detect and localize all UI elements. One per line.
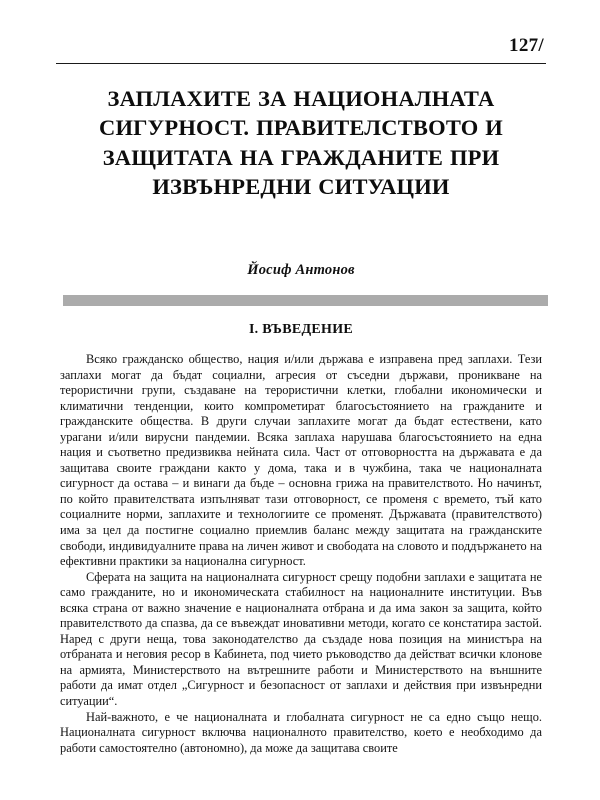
section-separator-band [63, 295, 548, 306]
body-text-column [60, 352, 542, 756]
body-paragraph: Най-важното, е че националната и глобалната сигурност не са едно също нещо. Националната сигурност включва националното правителство, което е необходимо да работи самостоятелно (автономно), да може да защитава своите [60, 709, 542, 755]
running-header [56, 36, 546, 64]
body-paragraph: Всяко гражданско общество, нация и/или държава е изправена пред заплахи. Тези заплахи могат да бъдат социални, агресия от съседни държави, проникване на терористични групи, създаване на терористични клетки, глобални икономически и климатични тенденции, които компрометират благосъстоянието на гражданите и гражданските общества. В други случаи заплахите могат да бъдат естествени, като урагани и/или вирусни пандемии. Всяка заплаха нарушава благосъстоянието на една нация и съответно предизвиква нейната сила. Част от отговорността на държавата е да защитава своите граждани както у дома, така и в чужбина, така че националната сигурност да остава – и винаги да бъде – основна грижа на правителството. Но начинът, по който правителствата изпълняват тази отговорност, се променя с времето, тъй като социалните норми, заплахите и технологиите се променят. Държавата (правителството) има за цел да постигне социално приемлив баланс между защитата на гражданските свободи, индивидуалните права на личен живот и свободата на словото и поддържането на ефективни практики за национална сигурност. [60, 352, 542, 569]
author-name: Йосиф Антонов [247, 262, 355, 278]
title-block [60, 84, 542, 201]
header-divider-rule [56, 63, 546, 64]
article-title: ЗАПЛАХИТЕ ЗА НАЦИОНАЛНАТА СИГУРНОСТ. ПРАВИТЕЛСТВОТО И ЗАЩИТАТА НА ГРАЖДАНИТЕ ПРИ ИЗВЪНРЕДНИ СИТУАЦИИ [99, 86, 503, 199]
page-number: 127/ [509, 35, 544, 56]
section-heading-introduction: I. ВЪВЕДЕНИЕ [248, 322, 354, 337]
body-paragraph: Сферата на защита на националната сигурност срещу подобни заплахи е защитата не само гражданите, но и икономическата стабилност на националните институции. Във всяка страна от важно значение е националната отбрана и да има закон за защита, който правителството да спазва, да се въвеждат иновативни методи, когато се констатира застой. Наред с други неща, това законодателство да създаде нова позиция на министъра на отбраната и неговия ресор в Кабинета, под чието ръководство да действат всички клонове на армията, Министерството на вътрешните работи и Министерството на външните работи да имат отдел „Сигурност и безопасност от заплахи и действия при извънредни ситуации“. [60, 569, 542, 709]
byline-block [60, 262, 542, 279]
